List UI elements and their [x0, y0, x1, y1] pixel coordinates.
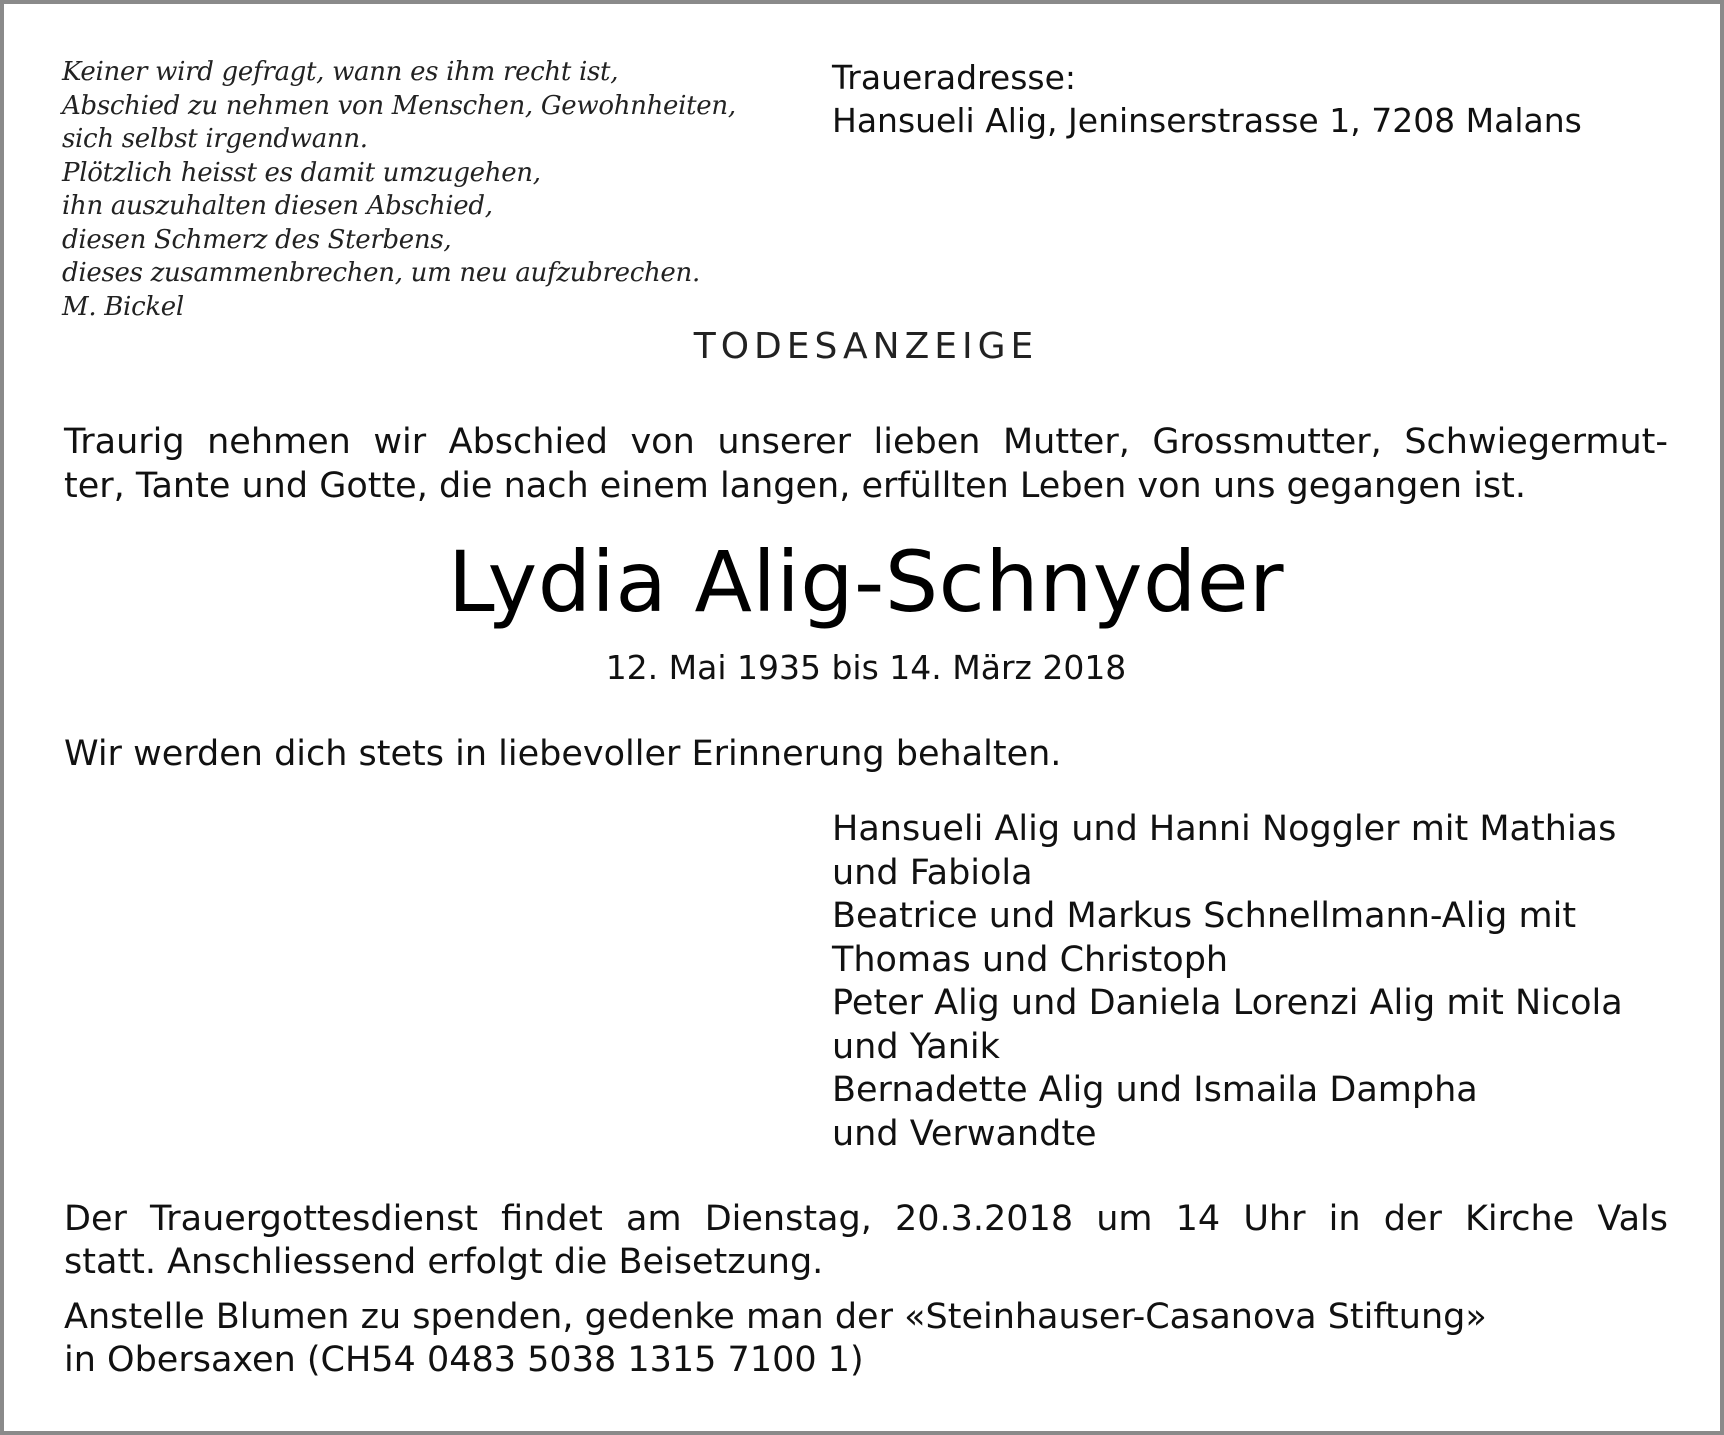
- mourners-list: [832, 808, 1692, 1156]
- address-label: Traueradresse:: [832, 58, 1077, 97]
- poem: [62, 56, 782, 324]
- mourner-line: Peter Alig und Daniela Lorenzi Alig mit Nicola: [832, 983, 1623, 1023]
- notice-heading: TODESANZEIGE: [693, 326, 1039, 367]
- life-dates: 12. Mai 1935 bis 14. März 2018: [605, 648, 1127, 687]
- mourning-address: [832, 56, 1692, 142]
- poem-author: M. Bickel: [62, 291, 184, 322]
- poem-line: ihn auszuhalten diesen Abschied,: [62, 191, 493, 221]
- mourner-line: und Fabiola: [832, 852, 1033, 893]
- poem-line: dieses zusammenbrechen, um neu aufzubrechen.: [62, 258, 700, 288]
- service-info: [64, 1198, 1668, 1284]
- service-line: statt. Anschliessend erfolgt die Beisetzung.: [64, 1242, 824, 1282]
- poem-line: sich selbst irgendwann.: [62, 124, 368, 154]
- memory-text: Wir werden dich stets in liebevoller Erinnerung behalten.: [64, 734, 1062, 774]
- mourner-line: und Yanik: [832, 1026, 1000, 1067]
- poem-line: Abschied zu nehmen von Menschen, Gewohnheiten,: [62, 90, 736, 121]
- poem-line: Plötzlich heisst es damit umzugehen,: [62, 157, 541, 188]
- donation-line: Anstelle Blumen zu spenden, gedenke man der «Steinhauser-Casanova Stiftung»: [64, 1297, 1487, 1337]
- poem-line: diesen Schmerz des Sterbens,: [62, 224, 452, 255]
- mourner-line: Beatrice und Markus Schnellmann-Alig mit: [832, 896, 1577, 936]
- mourner-line: Hansueli Alig und Hanni Noggler mit Mathias: [832, 809, 1617, 849]
- service-line: Der Trauergottesdienst findet am Dienstag, 20.3.2018 um 14 Uhr in der Kirche Vals: [64, 1199, 1668, 1239]
- address-value: Hansueli Alig, Jeninserstrasse 1, 7208 Malans: [832, 101, 1582, 140]
- mourner-line: Thomas und Christoph: [832, 939, 1229, 980]
- mourner-line: und Verwandte: [832, 1113, 1097, 1154]
- poem-line: Keiner wird gefragt, wann es ihm recht ist,: [62, 57, 619, 87]
- donation-line: in Obersaxen (CH54 0483 5038 1315 7100 1): [64, 1340, 864, 1380]
- deceased-name: Lydia Alig-Schnyder: [447, 533, 1285, 631]
- donation-info: [64, 1296, 1668, 1382]
- intro-line: Traurig nehmen wir Abschied von unserer lieben Mutter, Grossmutter, Schwiegermut-: [64, 422, 1668, 462]
- intro-line: ter, Tante und Gotte, die nach einem langen, erfüllten Leben von uns gegangen ist.: [64, 466, 1527, 506]
- mourner-line: Bernadette Alig und Ismaila Dampha: [832, 1070, 1478, 1110]
- intro-text: [64, 420, 1668, 508]
